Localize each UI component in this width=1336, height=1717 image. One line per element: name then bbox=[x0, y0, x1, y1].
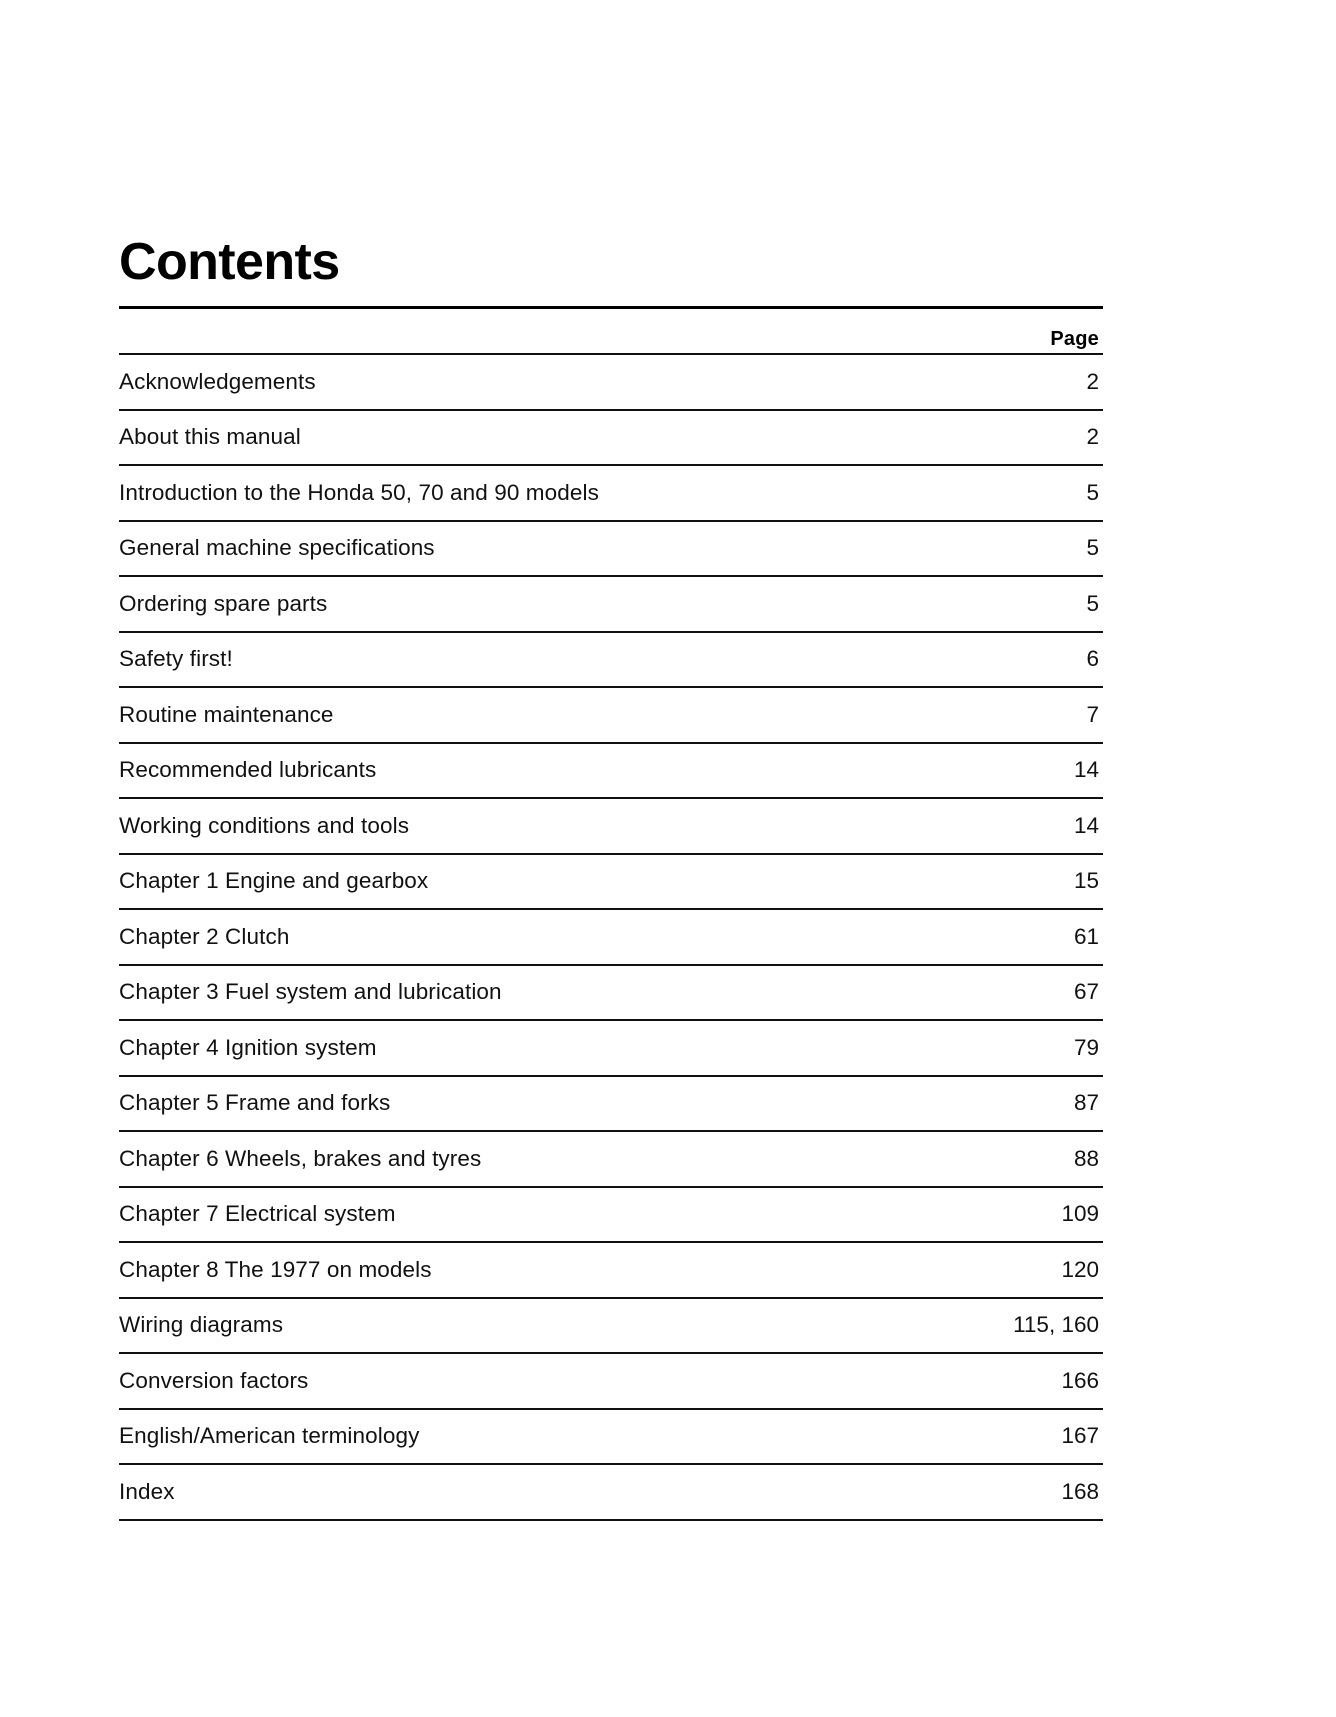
toc-entry-page-number: 14 bbox=[1073, 812, 1099, 838]
toc-row[interactable] bbox=[119, 577, 1103, 631]
toc-entry-page-number: 87 bbox=[1073, 1090, 1099, 1116]
toc-entry-page-number: 15 bbox=[1073, 868, 1099, 894]
toc-entry-page-number: 109 bbox=[1061, 1201, 1099, 1227]
toc-entry-label: Working conditions and tools bbox=[119, 812, 410, 838]
toc-entry-page-number: 5 bbox=[1086, 479, 1099, 505]
toc-entry-page-number: 6 bbox=[1086, 646, 1099, 672]
toc-row[interactable] bbox=[119, 355, 1103, 409]
toc-entry-page-number: 115, 160 bbox=[1013, 1312, 1099, 1338]
toc-row[interactable] bbox=[119, 799, 1103, 853]
toc-entry-label: Chapter 3 Fuel system and lubrication bbox=[119, 979, 502, 1005]
toc-entry-page-number: 79 bbox=[1073, 1034, 1099, 1060]
toc-entry-label: Acknowledgements bbox=[119, 368, 316, 394]
toc-row[interactable] bbox=[119, 1354, 1103, 1408]
toc-row[interactable] bbox=[119, 966, 1103, 1020]
toc-entry-page-number: 67 bbox=[1073, 979, 1099, 1005]
toc-entry-label: Chapter 7 Electrical system bbox=[119, 1201, 396, 1227]
toc-row-list bbox=[119, 355, 1103, 1521]
toc-entry-page-number: 2 bbox=[1086, 368, 1099, 394]
toc-entry-label: Introduction to the Honda 50, 70 and 90 models bbox=[119, 479, 599, 505]
toc-row[interactable] bbox=[119, 1465, 1103, 1519]
toc-row[interactable] bbox=[119, 1021, 1103, 1075]
toc-row[interactable] bbox=[119, 744, 1103, 798]
toc-row[interactable] bbox=[119, 1299, 1103, 1353]
toc-entry-label: English/American terminology bbox=[119, 1423, 420, 1449]
toc-entry-page-number: 88 bbox=[1073, 1145, 1099, 1171]
toc-entry-label: Chapter 4 Ignition system bbox=[119, 1034, 377, 1060]
toc-entry-label: Recommended lubricants bbox=[119, 757, 377, 783]
toc-entry-label: Ordering spare parts bbox=[119, 590, 328, 616]
toc-row[interactable] bbox=[119, 466, 1103, 520]
toc-row[interactable] bbox=[119, 1188, 1103, 1242]
toc-entry-page-number: 61 bbox=[1073, 923, 1099, 949]
toc-entry-label: General machine specifications bbox=[119, 535, 435, 561]
toc-row[interactable] bbox=[119, 1077, 1103, 1131]
toc-row[interactable] bbox=[119, 1132, 1103, 1186]
toc-entry-label: Wiring diagrams bbox=[119, 1312, 284, 1338]
toc-entry-page-number: 168 bbox=[1061, 1478, 1099, 1504]
page-column-header: Page bbox=[1050, 328, 1099, 350]
toc-row[interactable] bbox=[119, 688, 1103, 742]
toc-entry-label: Chapter 6 Wheels, brakes and tyres bbox=[119, 1145, 482, 1171]
page-title: Contents bbox=[119, 233, 340, 291]
toc-entry-page-number: 2 bbox=[1086, 424, 1099, 450]
toc-row[interactable] bbox=[119, 1243, 1103, 1297]
toc-entry-page-number: 120 bbox=[1061, 1256, 1099, 1282]
table-of-contents bbox=[119, 233, 1103, 1521]
toc-row-divider bbox=[119, 1519, 1103, 1521]
toc-entry-label: Safety first! bbox=[119, 646, 233, 672]
toc-entry-page-number: 166 bbox=[1061, 1367, 1099, 1393]
column-header-row bbox=[119, 309, 1103, 353]
toc-row[interactable] bbox=[119, 855, 1103, 909]
toc-entry-page-number: 5 bbox=[1086, 590, 1099, 616]
toc-row[interactable] bbox=[119, 633, 1103, 687]
toc-row[interactable] bbox=[119, 411, 1103, 465]
toc-entry-page-number: 5 bbox=[1086, 535, 1099, 561]
toc-row[interactable] bbox=[119, 522, 1103, 576]
toc-entry-page-number: 14 bbox=[1073, 757, 1099, 783]
toc-entry-label: Index bbox=[119, 1478, 175, 1504]
toc-entry-label: Routine maintenance bbox=[119, 701, 334, 727]
toc-entry-label: Chapter 2 Clutch bbox=[119, 923, 290, 949]
toc-entry-label: Chapter 8 The 1977 on models bbox=[119, 1256, 432, 1282]
toc-entry-label: Chapter 1 Engine and gearbox bbox=[119, 868, 429, 894]
toc-row[interactable] bbox=[119, 1410, 1103, 1464]
toc-entry-label: Conversion factors bbox=[119, 1367, 309, 1393]
toc-entry-label: About this manual bbox=[119, 424, 301, 450]
toc-entry-page-number: 7 bbox=[1086, 701, 1099, 727]
toc-row[interactable] bbox=[119, 910, 1103, 964]
toc-entry-label: Chapter 5 Frame and forks bbox=[119, 1090, 391, 1116]
toc-entry-page-number: 167 bbox=[1061, 1423, 1099, 1449]
